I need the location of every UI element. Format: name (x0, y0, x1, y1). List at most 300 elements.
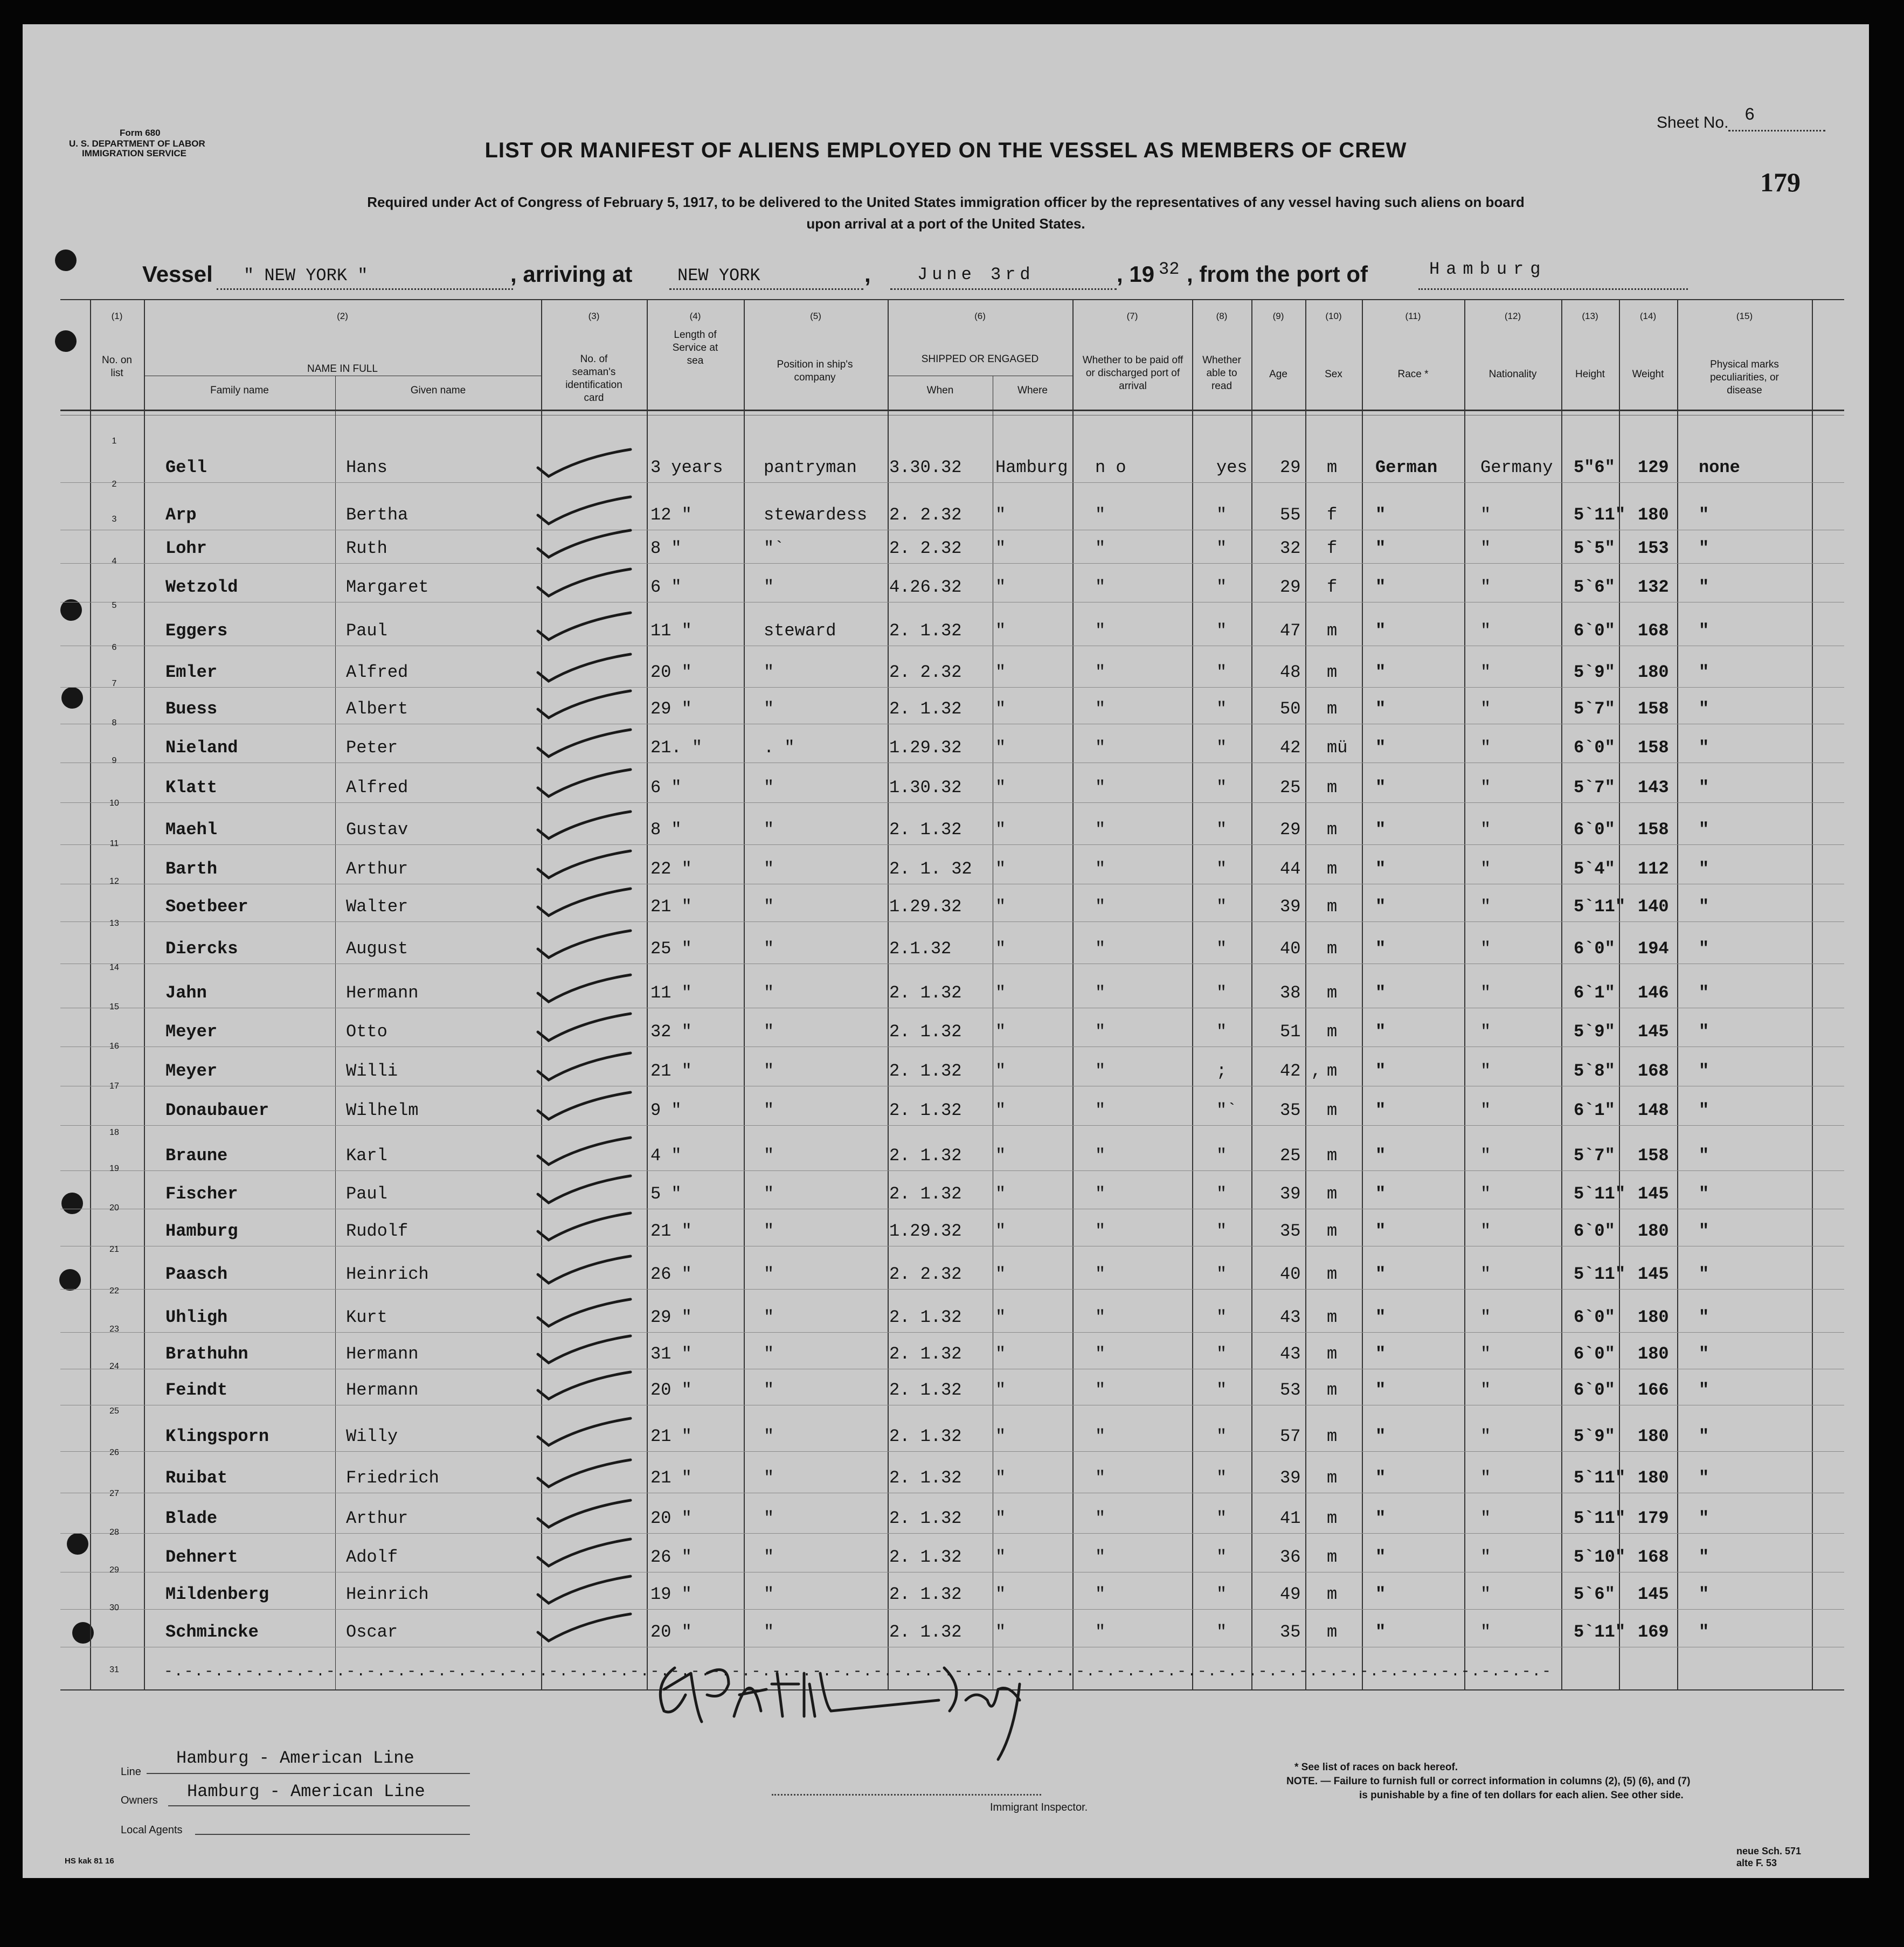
cell-family: Arp (165, 505, 197, 525)
cell-weight: 158 (1638, 738, 1669, 758)
col-num: (2) (337, 311, 348, 321)
cell-sex: m (1327, 778, 1338, 798)
col-num: (12) (1504, 311, 1521, 321)
cell-given: Gustav (346, 820, 409, 840)
row-number: 16 (109, 1042, 119, 1051)
agents-underline (195, 1834, 470, 1835)
cell-when: 2. 1.32 (889, 1184, 962, 1204)
cell-race: " (1375, 1100, 1386, 1120)
cell-where: " (995, 1307, 1006, 1327)
cell-height: 6`1" (1574, 983, 1615, 1003)
race-note: * See list of races on back hereof. (1294, 1762, 1458, 1773)
cell-service: 22 " (650, 859, 692, 879)
cell-age: 35 (1280, 1100, 1301, 1120)
arriving-port-line (669, 288, 863, 290)
cell-given: Hans (346, 458, 387, 477)
cell-sex: m (1327, 1146, 1338, 1166)
inspector-label: Immigrant Inspector. (990, 1802, 1088, 1813)
cell-height: 5`5" (1574, 538, 1615, 558)
cell-nat: " (1480, 738, 1491, 758)
checkmark-icon (534, 527, 636, 565)
cell-position: "` (764, 538, 785, 558)
cell-race: " (1375, 1307, 1386, 1327)
cell-given: Willi (346, 1061, 398, 1081)
cell-sex: m (1327, 1184, 1338, 1204)
col-num: (7) (1126, 311, 1138, 321)
cell-nat: " (1480, 1100, 1491, 1120)
row-number: 17 (109, 1082, 119, 1091)
checkmark-icon (534, 566, 636, 604)
from-port-line (1418, 288, 1688, 290)
cell-nat: " (1480, 1022, 1491, 1042)
line-value: Hamburg - American Line (176, 1748, 414, 1768)
cell-when: 2. 1.32 (889, 1307, 962, 1327)
cell-sex: m (1327, 1547, 1338, 1567)
cell-family: Feindt (165, 1380, 228, 1400)
cell-position: " (764, 1100, 774, 1120)
cell-read: " (1216, 699, 1227, 719)
inspector-line (772, 1794, 1041, 1796)
cell-height: 6`0" (1574, 1307, 1615, 1327)
row-guide-line (60, 1125, 1844, 1126)
col-header-race: Race * (1397, 369, 1429, 380)
cell-paid: " (1095, 820, 1106, 840)
cell-family: Emler (165, 662, 218, 682)
cell-height: 6`0" (1574, 1380, 1615, 1400)
arrival-year: 32 (1159, 259, 1180, 279)
cell-sex: m (1327, 897, 1338, 917)
cell-marks: " (1699, 1022, 1709, 1042)
col-num: (8) (1216, 311, 1228, 321)
row-guide-line (60, 921, 1844, 922)
col-line (1305, 299, 1306, 1689)
cell-paid: " (1095, 1468, 1106, 1488)
cell-marks: " (1699, 1100, 1709, 1120)
cell-nat: " (1480, 1146, 1491, 1166)
penalty-note: NOTE. — Failure to furnish full or correct information in columns (2), (5) (6), and (7) (1286, 1776, 1691, 1787)
cell-race: " (1375, 505, 1386, 525)
cell-family: Nieland (165, 738, 238, 758)
checkmark-icon (534, 766, 636, 804)
cell-where: " (995, 1100, 1006, 1120)
col-num: (9) (1272, 311, 1284, 321)
row-number: 19 (109, 1164, 119, 1173)
cell-given: Adolf (346, 1547, 398, 1567)
printer-code-right-2: alte F. 53 (1736, 1858, 1777, 1868)
row-guide-line (60, 1289, 1844, 1290)
cell-position: " (764, 1426, 774, 1446)
col-num: (4) (689, 311, 701, 321)
row-number: 26 (109, 1448, 119, 1457)
col-num: (10) (1325, 311, 1342, 321)
cell-family: Klatt (165, 778, 218, 798)
col-num: (1) (111, 311, 123, 321)
cell-age: 40 (1280, 1264, 1301, 1284)
row-number: 25 (109, 1406, 119, 1416)
cell-marks: " (1699, 1146, 1709, 1166)
cell-given: Ruth (346, 538, 387, 558)
cell-nat: " (1480, 1061, 1491, 1081)
cell-marks: " (1699, 1584, 1709, 1604)
cell-paid: " (1095, 577, 1106, 597)
cell-nat: " (1480, 1184, 1491, 1204)
cell-service: 21 " (650, 1221, 692, 1241)
cell-when: 2. 1.32 (889, 699, 962, 719)
comma-sep: , (864, 261, 871, 287)
cell-paid: " (1095, 1022, 1106, 1042)
cell-read: " (1216, 1508, 1227, 1528)
form-number: Form 680 (120, 128, 161, 138)
cell-marks: " (1699, 1061, 1709, 1081)
row-number: 31 (109, 1665, 119, 1674)
col-line (90, 299, 91, 1689)
cell-read: " (1216, 820, 1227, 840)
cell-position: " (764, 1622, 774, 1642)
cell-weight: 168 (1638, 621, 1669, 641)
cell-age: 35 (1280, 1622, 1301, 1642)
cell-read: " (1216, 1307, 1227, 1327)
cell-nat: " (1480, 1380, 1491, 1400)
cell-when: 2. 1. 32 (889, 859, 972, 879)
cell-age: 39 (1280, 897, 1301, 917)
cell-position: " (764, 577, 774, 597)
cell-weight: 180 (1638, 1221, 1669, 1241)
cell-nat: " (1480, 1264, 1491, 1284)
col-header-nationality: Nationality (1488, 369, 1537, 380)
cell-read: " (1216, 577, 1227, 597)
col-num: (13) (1582, 311, 1598, 321)
col-line (888, 299, 889, 1689)
punch-hole (67, 1533, 88, 1555)
cell-age: 42 (1280, 738, 1301, 758)
cell-height: 5`6" (1574, 577, 1615, 597)
cell-family: Uhligh (165, 1307, 228, 1327)
printer-code-right-1: neue Sch. 571 (1736, 1846, 1802, 1856)
cell-race: " (1375, 1022, 1386, 1042)
checkmark-icon (534, 1333, 636, 1370)
cell-weight: 129 (1638, 458, 1669, 477)
row-number: 7 (112, 679, 117, 688)
cell-read: " (1216, 939, 1227, 959)
cell-family: Soetbeer (165, 897, 248, 917)
arrival-date-line (890, 288, 1117, 290)
cell-height: 5`11" (1574, 1622, 1626, 1642)
cell-service: 8 " (650, 538, 682, 558)
cell-height: 6`0" (1574, 738, 1615, 758)
cell-age: 41 (1280, 1508, 1301, 1528)
cell-when: 2. 2.32 (889, 662, 962, 682)
cell-service: 21 " (650, 897, 692, 917)
cell-paid: " (1095, 1146, 1106, 1166)
cell-read: ; (1216, 1061, 1227, 1081)
row-number: 13 (109, 919, 119, 928)
cell-sex: m (1327, 820, 1338, 840)
printer-code-left: HS kak 81 16 (65, 1856, 114, 1866)
vessel-name: " NEW YORK " (244, 266, 368, 286)
cell-when: 3.30.32 (889, 458, 962, 477)
col-header-given: Given name (410, 385, 466, 396)
cell-family: Diercks (165, 939, 238, 959)
cell-service: 29 " (650, 699, 692, 719)
cell-weight: 153 (1638, 538, 1669, 558)
cell-service: 21 " (650, 1061, 692, 1081)
cell-height: 5`11" (1574, 1184, 1626, 1204)
cell-sex: m (1327, 1221, 1338, 1241)
checkmark-icon (534, 1089, 636, 1127)
cell-weight: 143 (1638, 778, 1669, 798)
cell-weight: 168 (1638, 1547, 1669, 1567)
cell-position: " (764, 820, 774, 840)
cell-sex: m (1327, 1022, 1338, 1042)
cell-marks: " (1699, 1468, 1709, 1488)
cell-read: " (1216, 1584, 1227, 1604)
cell-marks: " (1699, 778, 1709, 798)
cell-nat: " (1480, 1547, 1491, 1567)
cell-where: " (995, 859, 1006, 879)
cell-age: 43 (1280, 1307, 1301, 1327)
cell-given: Wilhelm (346, 1100, 419, 1120)
cell-where: " (995, 983, 1006, 1003)
cell-height: 6`0" (1574, 1344, 1615, 1364)
cell-position: " (764, 778, 774, 798)
cell-when: 2. 1.32 (889, 1426, 962, 1446)
cell-sex: m (1327, 1508, 1338, 1528)
col-line (1072, 299, 1074, 1689)
row-guide-line (60, 687, 1844, 688)
cell-family: Meyer (165, 1061, 218, 1081)
punch-hole (61, 687, 83, 709)
page-stamp: 179 (1760, 167, 1801, 197)
cell-when: 2. 1.32 (889, 621, 962, 641)
cell-nat: " (1480, 1426, 1491, 1446)
checkmark-icon (534, 1415, 636, 1453)
checkmark-icon (534, 927, 636, 965)
cell-age: 25 (1280, 1146, 1301, 1166)
row-number: 12 (109, 877, 119, 886)
cell-family: Donaubauer (165, 1100, 269, 1120)
row-31-dashes: -.-.-.-.-.-.-.-.-.-.-.-.-.-.-.-.-.-.-.-.-.-.-.-.-.-.-.-.-.-.-.-.-.-.-.-.-.-.-.-.-.-.-.-.-.-.-.-.-.-.-.-.-.-.-.-.-.-.-.-.-.-.-.-.-.-.-.-.- (164, 1664, 1552, 1680)
cell-service: 25 " (650, 939, 692, 959)
cell-sex: m (1327, 1380, 1338, 1400)
cell-race: " (1375, 778, 1386, 798)
col-header-shipped: SHIPPED OR ENGAGED (921, 354, 1039, 365)
cell-age: 39 (1280, 1468, 1301, 1488)
department-name: U. S. DEPARTMENT OF LABOR (69, 138, 205, 149)
cell-age: 49 (1280, 1584, 1301, 1604)
row-number: 22 (109, 1286, 119, 1295)
cell-given: Walter (346, 897, 409, 917)
cell-height: 5`9" (1574, 662, 1615, 682)
cell-given: Hermann (346, 1380, 419, 1400)
cell-height: 6`0" (1574, 1221, 1615, 1241)
col-header-when: When (926, 385, 954, 396)
cell-height: 5`11" (1574, 1264, 1626, 1284)
cell-when: 1.30.32 (889, 778, 962, 798)
cell-weight: 180 (1638, 505, 1669, 525)
cell-when: 2.1.32 (889, 939, 952, 959)
cell-marks: none (1699, 458, 1740, 477)
col-header-where: Where (1017, 385, 1048, 396)
cell-age: 25 (1280, 778, 1301, 798)
cell-race: " (1375, 939, 1386, 959)
cell-when: 2. 2.32 (889, 505, 962, 525)
arriving-label: , arriving at (510, 261, 633, 287)
cell-sex: mü (1327, 738, 1348, 758)
col-header-position: Position in ship's company (777, 359, 853, 383)
cell-marks: " (1699, 1344, 1709, 1364)
cell-service: 20 " (650, 1622, 692, 1642)
cell-position: " (764, 1022, 774, 1042)
cell-weight: 194 (1638, 939, 1669, 959)
cell-age: 38 (1280, 983, 1301, 1003)
cell-when: 1.29.32 (889, 897, 962, 917)
cell-where: " (995, 1508, 1006, 1528)
cell-service: 20 " (650, 662, 692, 682)
cell-nat: " (1480, 577, 1491, 597)
checkmark-icon (534, 848, 636, 885)
cell-weight: 146 (1638, 983, 1669, 1003)
cell-where: Hamburg (995, 458, 1068, 477)
cell-race: " (1375, 699, 1386, 719)
cell-age: 50 (1280, 699, 1301, 719)
cell-read: " (1216, 1184, 1227, 1204)
cell-nat: Germany (1480, 458, 1553, 477)
cell-where: " (995, 1547, 1006, 1567)
cell-where: " (995, 1468, 1006, 1488)
cell-position: " (764, 897, 774, 917)
cell-when: 2. 1.32 (889, 1146, 962, 1166)
cell-family: Lohr (165, 538, 207, 558)
cell-age: 44 (1280, 859, 1301, 879)
cell-where: " (995, 1584, 1006, 1604)
cell-position: " (764, 662, 774, 682)
cell-race: " (1375, 1221, 1386, 1241)
cell-position: " (764, 1221, 774, 1241)
cell-service: 11 " (650, 983, 692, 1003)
cell-service: 21 " (650, 1426, 692, 1446)
cell-where: " (995, 538, 1006, 558)
cell-weight: 179 (1638, 1508, 1669, 1528)
cell-race: " (1375, 1061, 1386, 1081)
cell-marks: " (1699, 577, 1709, 597)
cell-when: 2. 2.32 (889, 538, 962, 558)
cell-where: " (995, 778, 1006, 798)
cell-position: stewardess (764, 505, 868, 525)
cell-where: " (995, 1426, 1006, 1446)
cell-read: " (1216, 505, 1227, 525)
cell-height: 5`11" (1574, 897, 1626, 917)
cell-sex: f (1327, 577, 1338, 597)
cell-position: " (764, 1184, 774, 1204)
cell-paid: " (1095, 897, 1106, 917)
cell-when: 2. 1.32 (889, 1547, 962, 1567)
year-prefix: , 19 (1117, 261, 1155, 287)
cell-weight: 166 (1638, 1380, 1669, 1400)
cell-read: " (1216, 1022, 1227, 1042)
manifest-sheet (23, 24, 1869, 1878)
cell-paid: " (1095, 1508, 1106, 1528)
cell-paid: " (1095, 1184, 1106, 1204)
cell-when: 2. 1.32 (889, 1022, 962, 1042)
cell-race: " (1375, 538, 1386, 558)
checkmark-icon (534, 1253, 636, 1291)
row-number: 27 (109, 1489, 119, 1498)
cell-marks: " (1699, 1184, 1709, 1204)
cell-when: 2. 1.32 (889, 1508, 962, 1528)
cell-family: Brathuhn (165, 1344, 248, 1364)
cell-nat: " (1480, 778, 1491, 798)
cell-weight: 168 (1638, 1061, 1669, 1081)
vessel-label: Vessel (142, 261, 213, 287)
cell-paid: " (1095, 778, 1106, 798)
cell-marks: " (1699, 538, 1709, 558)
cell-when: 2. 1.32 (889, 1061, 962, 1081)
cell-sex: m (1327, 939, 1338, 959)
row-guide-line (60, 1609, 1844, 1610)
col-line (1812, 299, 1813, 1689)
cell-when: 2. 1.32 (889, 1622, 962, 1642)
cell-marks: " (1699, 1547, 1709, 1567)
cell-given: Arthur (346, 859, 409, 879)
inspector-signature (642, 1652, 1047, 1776)
col-num: (15) (1736, 311, 1753, 321)
row-number: 28 (109, 1528, 119, 1537)
cell-read: " (1216, 1221, 1227, 1241)
checkmark-icon (534, 1369, 636, 1406)
cell-marks: " (1699, 897, 1709, 917)
cell-weight: 180 (1638, 1344, 1669, 1364)
cell-marks: " (1699, 1380, 1709, 1400)
cell-position: " (764, 1508, 774, 1528)
col-num: (6) (974, 311, 986, 321)
cell-position: " (764, 983, 774, 1003)
sheet-number-line (1728, 130, 1825, 131)
cell-weight: 145 (1638, 1584, 1669, 1604)
line-label: Line (121, 1766, 141, 1778)
cell-paid: " (1095, 1380, 1106, 1400)
cell-where: " (995, 1184, 1006, 1204)
cell-given: Hermann (346, 983, 419, 1003)
cell-position: " (764, 1547, 774, 1567)
cell-nat: " (1480, 621, 1491, 641)
cell-paid: " (1095, 505, 1106, 525)
col-header-weight: Weight (1632, 369, 1664, 380)
cell-read: " (1216, 1380, 1227, 1400)
cell-given: Kurt (346, 1307, 387, 1327)
cell-where: " (995, 1264, 1006, 1284)
cell-age: 57 (1280, 1426, 1301, 1446)
cell-position: " (764, 1468, 774, 1488)
checkmark-icon (534, 1134, 636, 1172)
checkmark-icon (534, 1457, 636, 1494)
cell-service: 6 " (650, 778, 682, 798)
row-guide-line (60, 844, 1844, 845)
cell-family: Barth (165, 859, 218, 879)
row-number: 6 (112, 643, 117, 652)
cell-where: " (995, 1622, 1006, 1642)
cell-where: " (995, 897, 1006, 917)
cell-race: " (1375, 1264, 1386, 1284)
cell-position: " (764, 939, 774, 959)
cell-weight: 132 (1638, 577, 1669, 597)
col-header-service: Length of Service at sea (672, 329, 718, 366)
cell-marks: " (1699, 505, 1709, 525)
row-number: 30 (109, 1603, 119, 1612)
cell-service: 12 " (650, 505, 692, 525)
line-underline (147, 1773, 470, 1774)
cell-given: Margaret (346, 577, 429, 597)
cell-weight: 145 (1638, 1022, 1669, 1042)
